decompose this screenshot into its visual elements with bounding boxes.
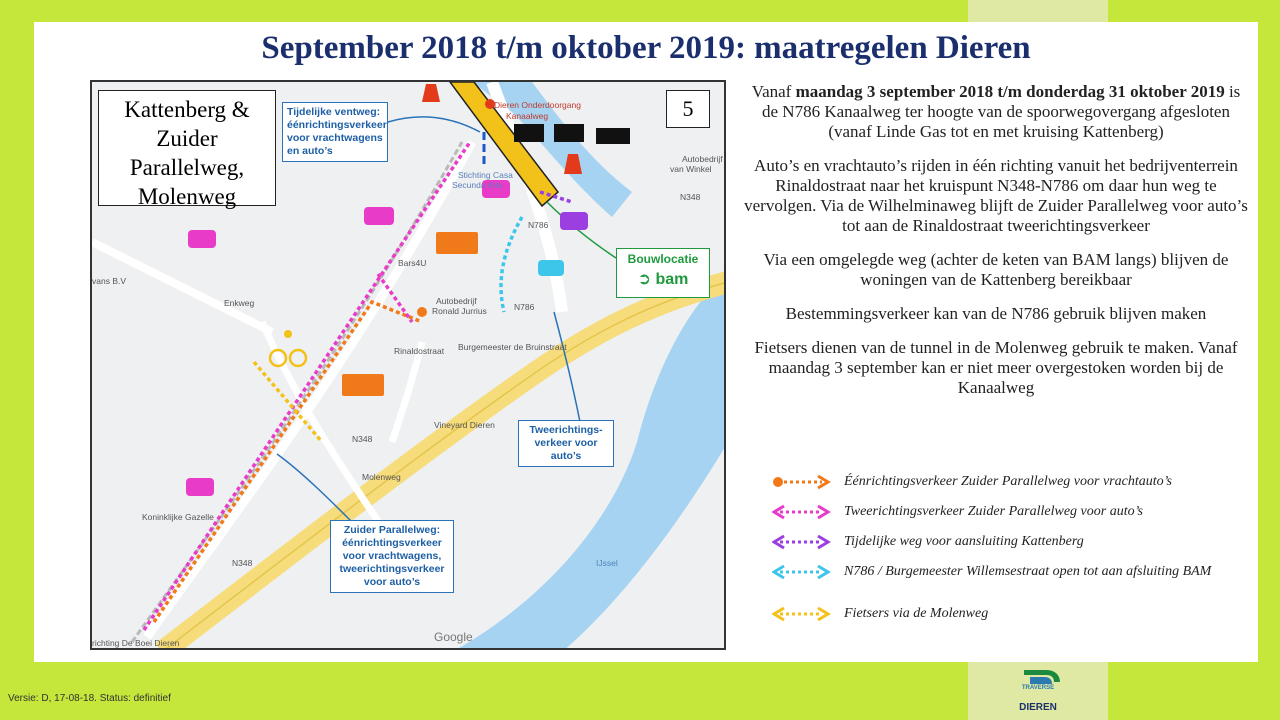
location-box [98, 90, 276, 209]
map-label: Rinaldostraat [394, 346, 445, 356]
header-accent-panel [968, 0, 1108, 22]
callout-ventweg-line: voor vrachtwagens [287, 132, 383, 144]
legend-label: Fietsers via de Molenweg [844, 606, 989, 621]
map-label: Autobedrijf [682, 154, 723, 164]
truck-icon-1 [436, 232, 478, 254]
construction-vehicle-icon-1 [514, 124, 544, 142]
map-label: N348 [232, 558, 253, 568]
map-label: N348 [680, 192, 701, 202]
map-label: Secunda Arts [452, 180, 503, 190]
route-n786 [501, 217, 522, 312]
callout-ventweg-line: en auto’s [287, 145, 333, 157]
map-label: Koninklijke Gazelle [142, 512, 214, 522]
map-pin-icon-2 [417, 307, 427, 317]
callout-zuider-parallelweg [330, 520, 454, 593]
map-label: Autobedrijf [436, 296, 477, 306]
callout-zuider-line: voor vrachtwagens, [342, 550, 442, 562]
location-line-2: Zuider [156, 126, 218, 151]
taxi-icon-3 [560, 212, 588, 230]
legend-label: Éénrichtingsverkeer Zuider Parallelweg voor vrachtauto’s [844, 474, 1172, 489]
version-footer: Versie: D, 17-08-18. Status: definitief [8, 693, 171, 704]
truck-icon-2 [342, 374, 384, 396]
callout-zuider-line: Zuider Parallelweg: [343, 524, 441, 536]
legend-label: Tijdelijke weg voor aansluiting Kattenberg [844, 534, 1084, 549]
map-label: Bars4U [398, 258, 427, 268]
slide-title: September 2018 t/m oktober 2019: maatregelen Dieren [261, 30, 1031, 66]
page-number-box: 5 [666, 90, 710, 128]
bam-construction-box [616, 248, 710, 298]
map-label: N786 [514, 302, 535, 312]
taxi-icon-1 [364, 207, 394, 225]
legend-arrow-twoway-icon [772, 564, 832, 580]
google-attribution: Google [434, 630, 473, 644]
legend-item [772, 560, 1242, 602]
callout-tweerichting-line: verkeer voor [534, 437, 598, 449]
legend-arrow-twoway-icon [772, 606, 832, 622]
location-line-1: Kattenberg & [124, 97, 250, 122]
legend-label: Tweerichtingsverkeer Zuider Parallelweg voor auto’s [844, 504, 1143, 519]
map-label: N786 [528, 220, 549, 230]
map-label: Molenweg [362, 472, 401, 482]
paragraph-3: Via een omgelegde weg (achter de keten van BAM langs) blijven de woningen van de Kattenberg bereikbaar [763, 250, 1229, 289]
callout-ventweg-line: Tijdelijke ventweg: [287, 106, 381, 118]
map-label: Ronald Jurrius [432, 306, 487, 316]
paragraph-1 [742, 82, 1250, 142]
map-label: Kanaalweg [506, 111, 549, 121]
logo-line-1: TRAVERSE [1021, 685, 1055, 691]
map-label: IJssel [596, 558, 618, 568]
bam-label: Bouwlocatie [627, 252, 699, 266]
p1-bold: maandag 3 september 2018 t/m donderdag 31 oktober 2019 [795, 82, 1225, 101]
callout-ventweg-line: éénrichtingsverkeer [287, 119, 387, 131]
bam-logo: ➲ bam [637, 271, 689, 288]
map-label: Stichting Casa [458, 170, 513, 180]
paragraph-4: Bestemmingsverkeer kan van de N786 gebruik blijven maken [785, 304, 1207, 323]
legend [772, 470, 1242, 632]
location-line-4: Molenweg [137, 184, 237, 209]
location-line-3: Parallelweg, [129, 155, 245, 180]
construction-vehicle-icon-3 [596, 128, 630, 144]
callout-ventweg [282, 102, 388, 162]
leader-ventweg [388, 117, 480, 132]
traverse-dieren-logo [1010, 668, 1066, 718]
legend-item [772, 470, 1242, 500]
p1-post: is de N786 Kanaalweg ter hoogte van de spoorwegovergang afgesloten (vanaf Linde Gas tot en met kruising Kattenberg) [762, 82, 1241, 141]
map-label: Burgemeester de Bruinstraat [458, 342, 567, 352]
taxi-icon-6 [188, 230, 216, 248]
legend-item [772, 500, 1242, 530]
paragraph-2: Auto’s en vrachtauto’s rijden in één richting vanuit het bedrijventerrein Rinaldostraat naar het kruispunt N348-N786 om daar hun weg te vervolgen. Via de Wilhelminaweg blijft de Zuider Parallelweg voor auto’s tot aan de Rinaldostraat tweerichtingsverkeer [744, 156, 1248, 235]
map [90, 80, 726, 650]
map-label: Vineyard Dieren [434, 420, 495, 430]
callout-tweerichting [518, 420, 614, 467]
explanation-text [742, 82, 1250, 412]
map-label: vans B.V [92, 276, 127, 286]
taxi-icon-5 [186, 478, 214, 496]
legend-label: N786 / Burgemeester Willemsestraat open tot aan afsluiting BAM [844, 564, 1212, 579]
callout-zuider-line: éénrichtingsverkeer [342, 537, 442, 549]
bam-logo-text: bam [655, 271, 689, 288]
callout-tweerichting-line: auto’s [550, 450, 582, 462]
paragraph-5: Fietsers dienen van de tunnel in de Molenweg gebruik te maken. Vanaf maandag 3 september kan er niet meer overgestoken worden bij de Kanaalweg [754, 338, 1238, 397]
legend-arrow-twoway-icon [772, 504, 832, 520]
map-label: richting De Boei Dieren [92, 638, 180, 648]
p1-pre: Vanaf [751, 82, 796, 101]
callout-zuider-line: tweerichtingsverkeer [339, 563, 445, 575]
slide [34, 22, 1258, 662]
map-label: N348 [352, 434, 373, 444]
road-enkweg [92, 242, 272, 332]
callout-zuider-line: voor auto’s [363, 576, 421, 588]
map-label: van Winkel [670, 164, 712, 174]
traffic-cone-icon-1 [422, 84, 440, 102]
legend-item [772, 530, 1242, 560]
legend-item [772, 602, 1242, 632]
callout-tweerichting-line: Tweerichtings- [529, 424, 603, 436]
road-rinaldo [392, 342, 422, 442]
map-label: Enkweg [224, 298, 255, 308]
legend-arrow-oneway-icon [772, 474, 832, 490]
construction-vehicle-icon-2 [554, 124, 584, 142]
logo-line-2: DIEREN [1019, 702, 1057, 713]
legend-arrow-twoway-icon [772, 534, 832, 550]
taxi-icon-4 [538, 260, 564, 276]
map-label: Dieren Onderdoorgang [494, 100, 581, 110]
